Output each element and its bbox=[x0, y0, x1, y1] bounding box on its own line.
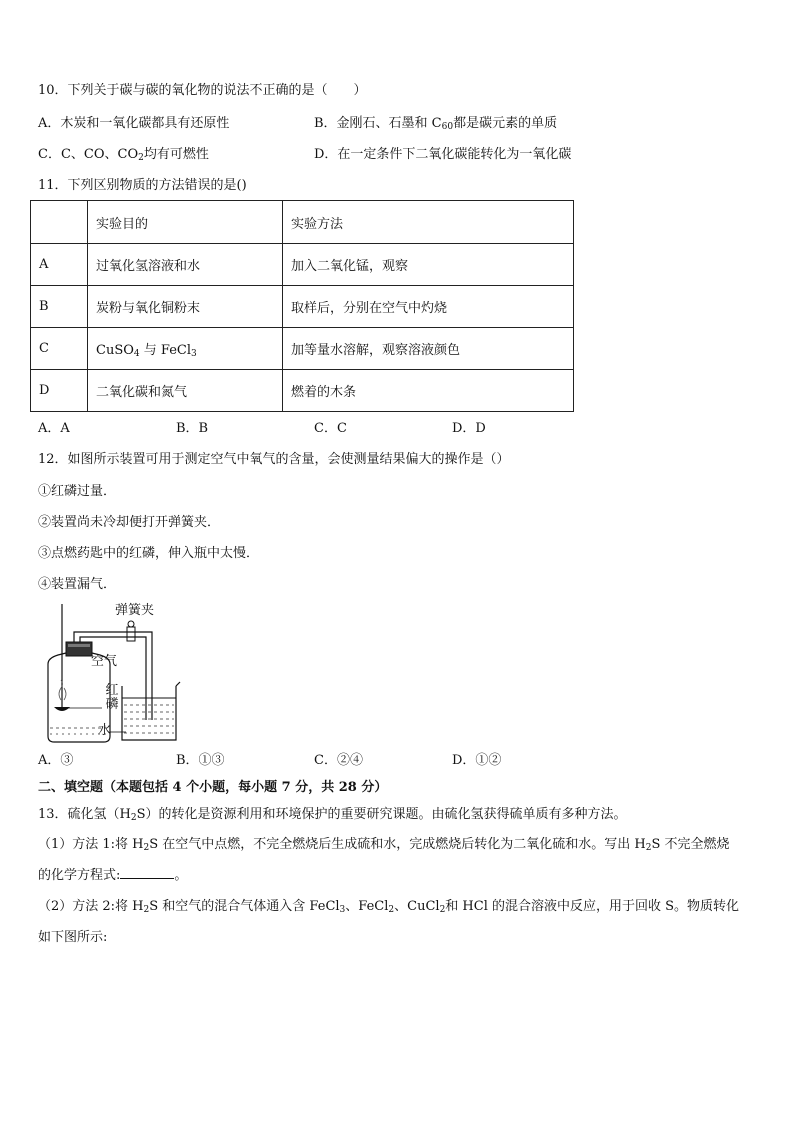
q11-option-a: A．A bbox=[38, 421, 70, 436]
q13-part2-line2: 如下图所示: bbox=[38, 930, 108, 945]
q12-item-4: ④装置漏气． bbox=[38, 577, 117, 592]
clip-label: 弹簧夹 bbox=[115, 603, 155, 618]
row-purpose: 炭粉与氧化铜粉末 bbox=[88, 286, 283, 328]
table-row bbox=[31, 286, 574, 328]
row-method: 燃着的木条 bbox=[283, 370, 574, 412]
q10-option-a: A．木炭和一氧化碳都具有还原性 bbox=[38, 116, 230, 131]
row-label: B bbox=[31, 286, 88, 328]
q12-option-d: D．①② bbox=[452, 753, 502, 768]
table-row bbox=[31, 328, 574, 370]
row-purpose: 二氧化碳和氮气 bbox=[88, 370, 283, 412]
q12-option-a: A．③ bbox=[38, 753, 74, 768]
q11-option-d: D．D bbox=[452, 421, 486, 436]
row-label: C bbox=[31, 328, 88, 370]
q10-stem: 10．下列关于碳与碳的氧化物的说法不正确的是（ ） bbox=[38, 83, 367, 98]
q10-option-c: C．C、CO、$CO_2$均有可燃性 bbox=[38, 147, 209, 163]
table-row bbox=[31, 370, 574, 412]
row-purpose: CuSO$_4$ 与 FeCl$_3$ bbox=[88, 328, 283, 370]
table-header-cell: 实验方法 bbox=[283, 201, 574, 244]
answer-blank[interactable] bbox=[120, 866, 174, 879]
table-header-cell bbox=[31, 201, 88, 244]
q10-option-d: D．在一定条件下二氧化碳能转化为一氧化碳 bbox=[314, 147, 572, 162]
table-row bbox=[31, 244, 574, 286]
phosphorus-label: 红磷 bbox=[105, 683, 119, 712]
q12-option-b: B．①③ bbox=[176, 753, 225, 768]
q13-part1: （1）方法 1:将 $H_2S$ 在空气中点燃，不完全燃烧后生成硫和水，完成燃烧后转化为二氧化硫和水。写出 $H_2S$ 不完全燃烧 bbox=[38, 837, 730, 853]
q12-stem: 12．如图所示装置可用于测定空气中氧气的含量，会使测量结果偏大的操作是（） bbox=[38, 452, 510, 467]
q10-option-b: B．金刚石、石墨和 $C_{60}$都是碳元素的单质 bbox=[314, 116, 558, 132]
apparatus-diagram bbox=[36, 600, 206, 745]
row-method: 加等量水溶解，观察溶液颜色 bbox=[283, 328, 574, 370]
row-method: 加入二氧化锰，观察 bbox=[283, 244, 574, 286]
row-label: A bbox=[31, 244, 88, 286]
water-label: 水 bbox=[98, 723, 112, 738]
q12-item-1: ①红磷过量． bbox=[38, 484, 117, 499]
section-title: 二、填空题（本题包括 4 个小题，每小题 7 分，共 28 分） bbox=[38, 780, 388, 795]
air-label: 空气 bbox=[91, 654, 118, 669]
apparatus-figure bbox=[36, 600, 206, 745]
row-purpose: 过氧化氢溶液和水 bbox=[88, 244, 283, 286]
q13-stem: 13．硫化氢$(H_2S)$的转化是资源利用和环境保护的重要研究课题。由硫化氢获得硫单质有多种方法。 bbox=[38, 807, 627, 823]
q12-item-2: ②装置尚未冷却便打开弹簧夹． bbox=[38, 515, 221, 530]
row-label: D bbox=[31, 370, 88, 412]
table-header-row bbox=[31, 201, 574, 244]
q11-option-b: B．B bbox=[176, 421, 209, 436]
q12-item-3: ③点燃药匙中的红磷，伸入瓶中太慢． bbox=[38, 546, 260, 561]
q11-table bbox=[30, 200, 574, 412]
table-header-cell: 实验目的 bbox=[88, 201, 283, 244]
row-method: 取样后，分别在空气中灼烧 bbox=[283, 286, 574, 328]
q11-option-c: C．C bbox=[314, 421, 347, 436]
q12-option-c: C．②④ bbox=[314, 753, 363, 768]
q11-stem: 11．下列区别物质的方法错误的是() bbox=[38, 178, 247, 193]
q13-part2: （2）方法 2:将 $H_2S$ 和空气的混合气体通入含 FeCl$_3$、FeCl$_2$、CuCl$_2$和 HCl 的混合溶液中反应，用于回收 S。物质转化 bbox=[38, 899, 740, 915]
q13-part1-line2: 的化学方程式: 。 bbox=[38, 868, 188, 883]
